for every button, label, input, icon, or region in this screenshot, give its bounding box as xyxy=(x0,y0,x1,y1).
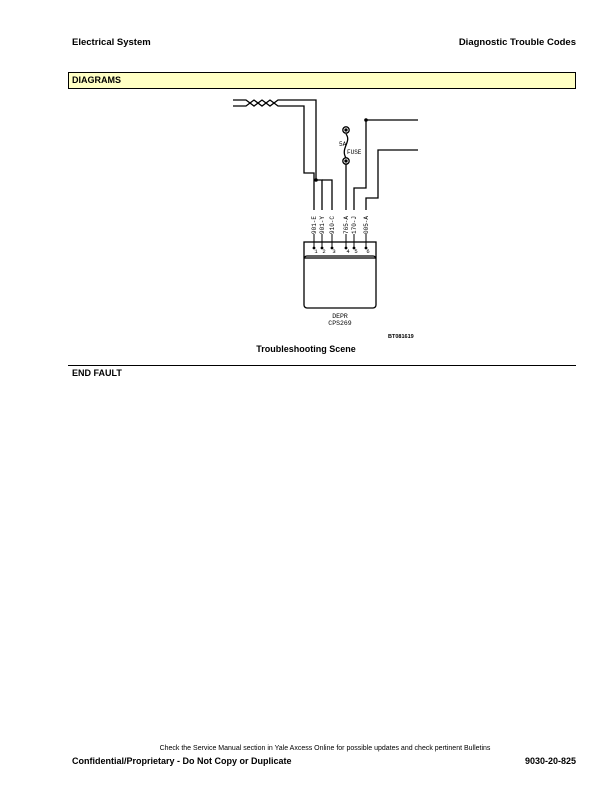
header-chapter-title: Diagnostic Trouble Codes xyxy=(458,37,576,48)
wiring-diagram xyxy=(228,92,424,344)
fuse-rating: 5A xyxy=(339,141,347,148)
figure-caption: Troubleshooting Scene xyxy=(256,344,356,354)
figure-id: BT081619 xyxy=(388,334,414,340)
wire-label-2: 901-Y xyxy=(319,215,326,234)
pin-number-1: 1 xyxy=(314,248,318,255)
component-code: CPS269 xyxy=(328,320,352,327)
fuse-label: FUSE xyxy=(347,149,362,156)
footer-confidential: Confidential/Proprietary - Do Not Copy or Duplicate xyxy=(72,756,292,766)
twisted-pair-wire-a xyxy=(233,100,322,210)
pin-number-2: 2 xyxy=(322,248,326,255)
component-name: DEPR xyxy=(332,313,348,320)
section-heading-bar xyxy=(68,72,576,89)
section-heading: DIAGRAMS xyxy=(72,75,121,85)
wire-label-1: 901-E xyxy=(311,215,318,234)
twisted-pair-wire-b xyxy=(233,100,314,210)
pin-number-3: 3 xyxy=(332,248,336,255)
divider-line xyxy=(68,365,576,366)
pin-number-6: 6 xyxy=(366,248,370,255)
wire-label-3: 910-C xyxy=(329,215,336,234)
wire-label-5: 170-J xyxy=(351,215,358,234)
end-fault-label: END FAULT xyxy=(72,368,122,378)
wire-005-a xyxy=(366,150,418,210)
pin-number-5: 5 xyxy=(354,248,358,255)
header-section-title: Electrical System xyxy=(72,37,151,48)
wire-910-c xyxy=(322,180,332,210)
wire-label-6: 005-A xyxy=(363,215,370,234)
wire-label-4: 765-A xyxy=(343,215,350,234)
pin-number-4: 4 xyxy=(346,248,350,255)
footer-note: Check the Service Manual section in Yale Axcess Online for possible updates and check pertinent Bulletins xyxy=(159,745,491,752)
component-body xyxy=(304,256,376,308)
page-number: 9030-20-825 xyxy=(524,756,576,766)
wire-170-j xyxy=(354,120,418,210)
